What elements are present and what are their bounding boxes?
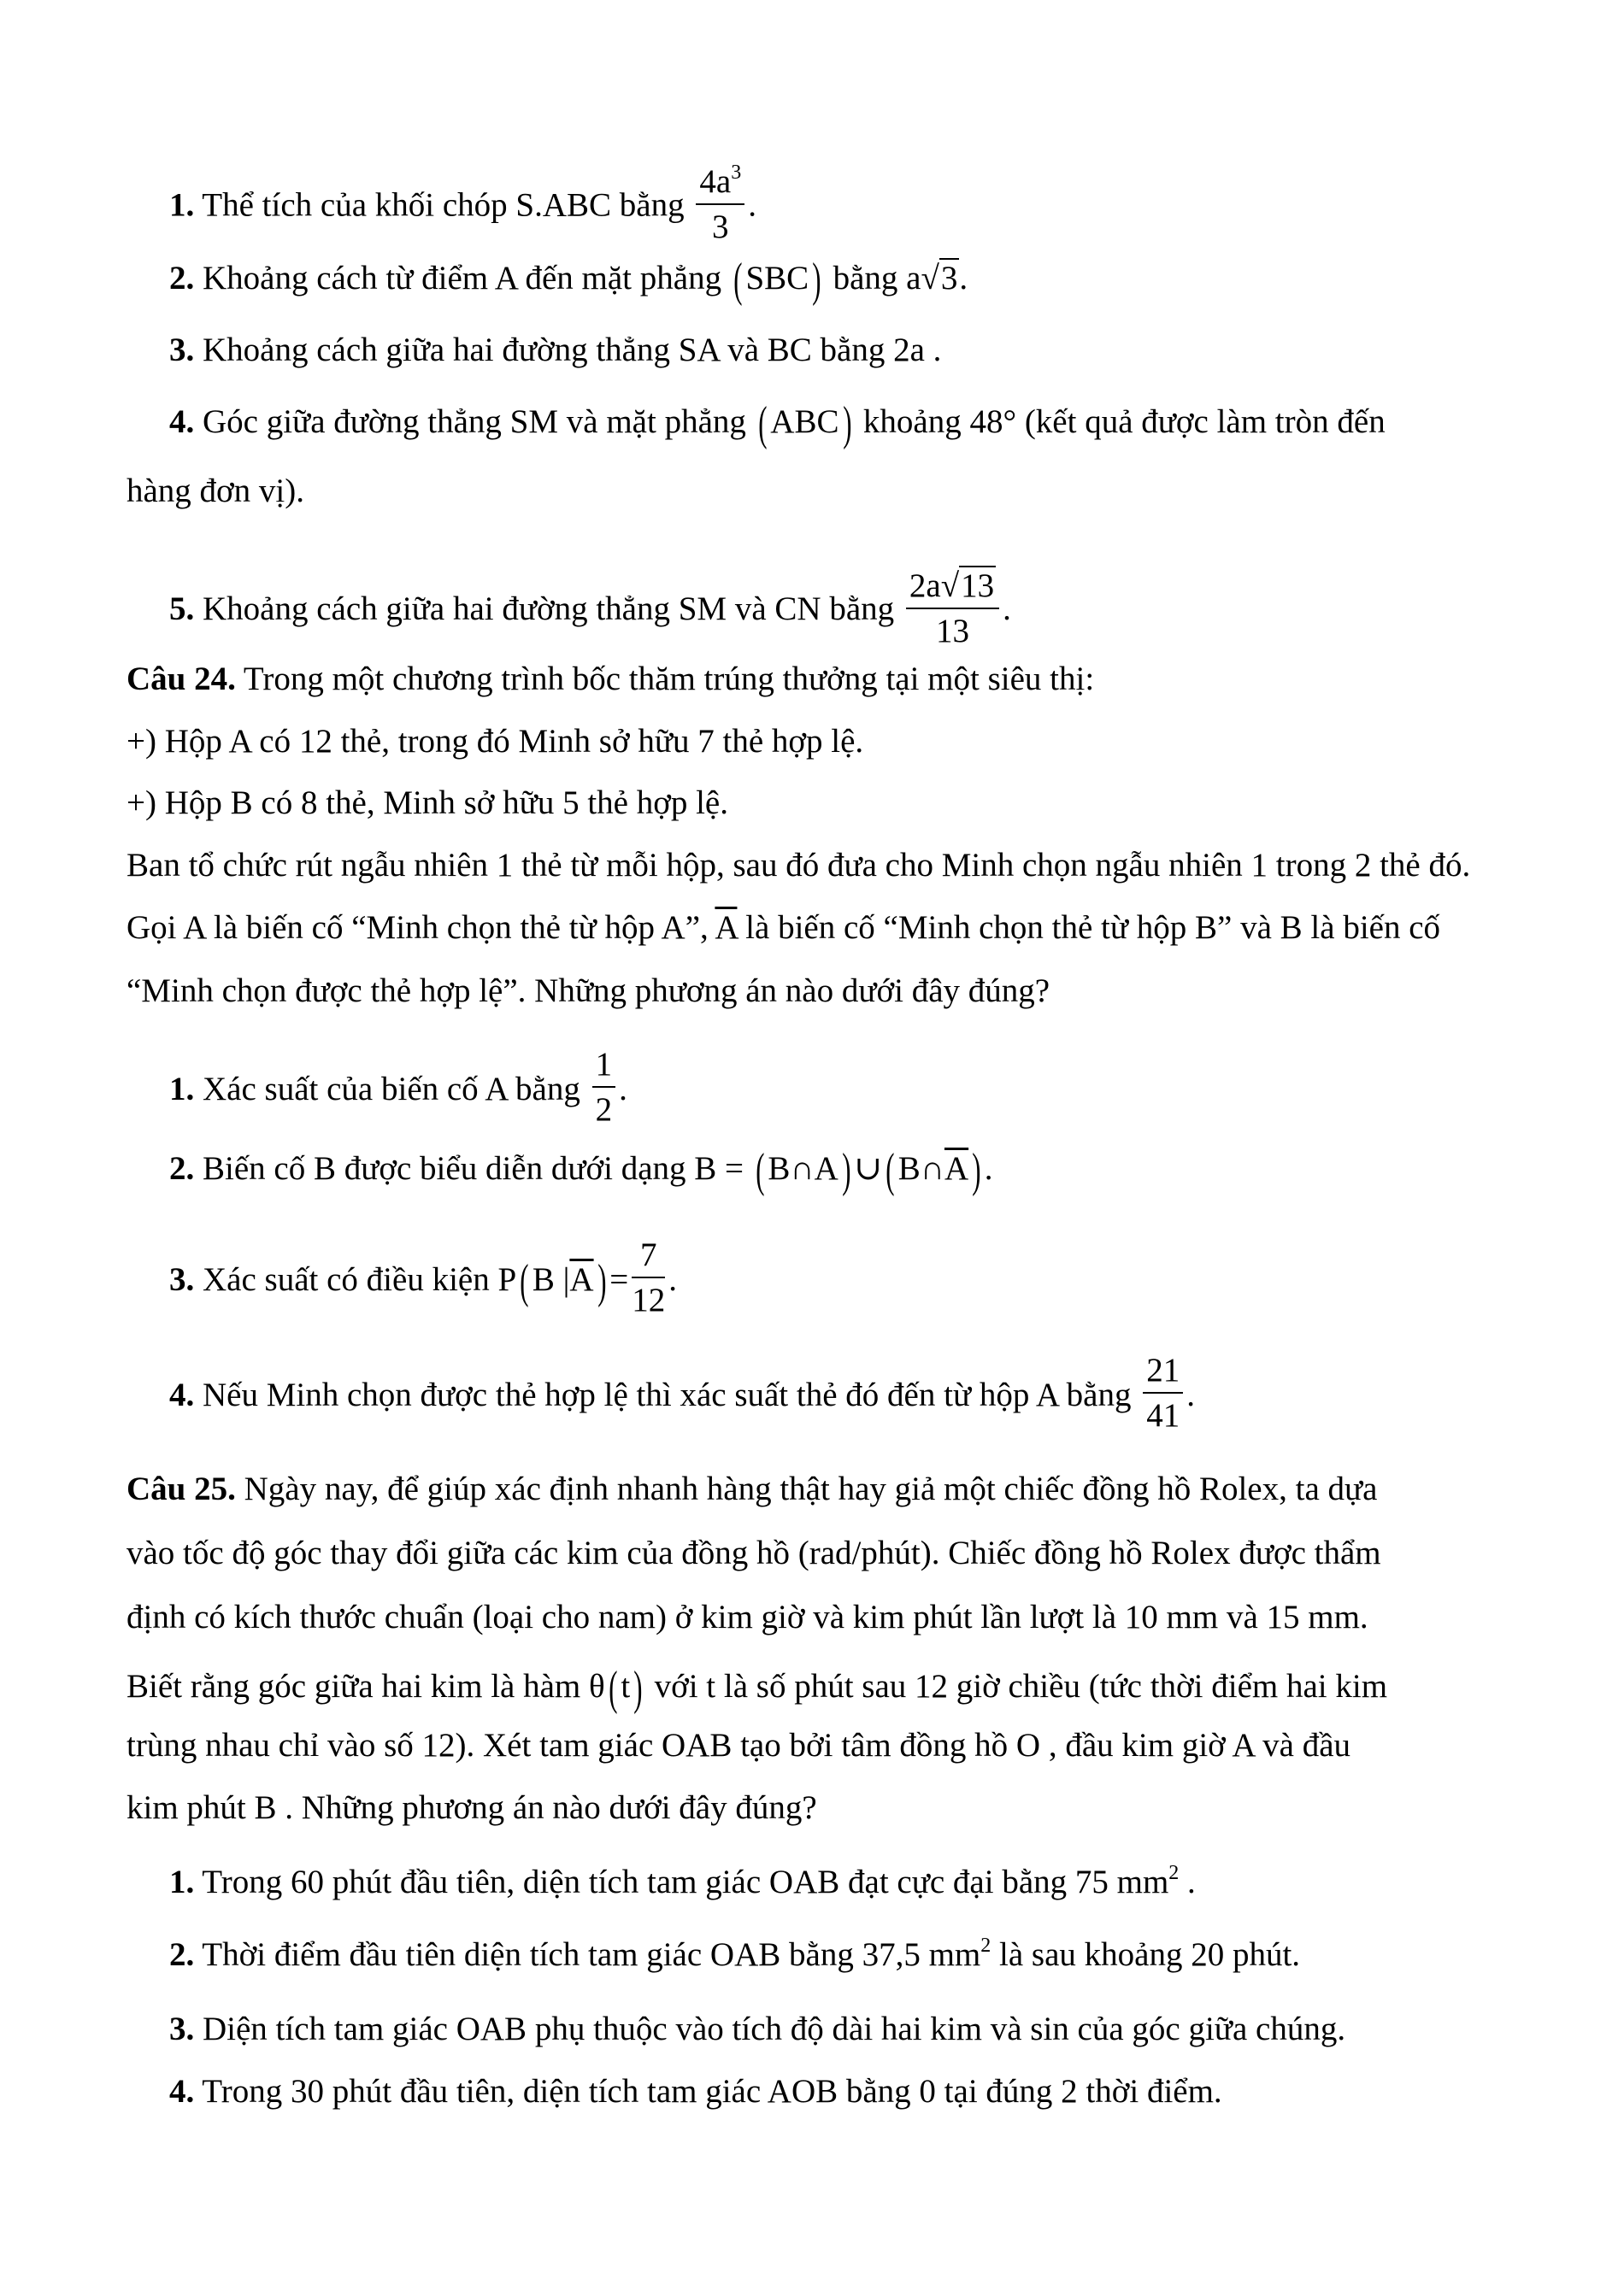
frac-denominator: 3	[712, 208, 729, 245]
item-text: Biến cố B được biểu diễn dưới dạng	[203, 1150, 686, 1187]
paren-close: )	[597, 1254, 607, 1308]
intersection: B∩A	[768, 1150, 838, 1187]
equals: =	[609, 1260, 629, 1298]
item-text: Góc giữa đường thẳng SM và mặt phẳng	[203, 403, 746, 440]
plane-name: SBC	[745, 260, 809, 297]
item-text: Xác suất của biến cố A bằng	[203, 1070, 580, 1107]
frac-denominator: 2	[595, 1091, 613, 1128]
item-number: 3.	[169, 332, 195, 368]
punct: .	[1003, 590, 1011, 627]
radicand: 13	[961, 567, 995, 604]
paren-close: )	[842, 397, 851, 450]
formula: P	[497, 1260, 517, 1298]
q23-item-3	[169, 333, 941, 367]
punct: .	[668, 1260, 677, 1298]
q25-line-6: kim phút B . Những phương án nào dưới đây đúng?	[127, 1789, 817, 1826]
frac-numerator: 1	[592, 1048, 616, 1088]
paren-close: )	[812, 254, 821, 307]
q24-item-2	[169, 1144, 993, 1197]
item-number: 3.	[169, 1260, 195, 1298]
item-number: 1.	[169, 1864, 195, 1900]
item-text: Khoảng cách giữa hai đường thẳng SA và BC bằng 2a .	[203, 332, 942, 368]
paren-open: (	[757, 397, 768, 450]
q24-paragraph-3: “Minh chọn được thẻ hợp lệ”. Những phương án nào dưới đây đúng?	[127, 972, 1050, 1009]
square-root: √3	[921, 260, 958, 297]
text: với t là số phút sau 12 giờ chiều (tức thời điểm hai kim	[654, 1668, 1388, 1705]
punct: .	[1179, 1864, 1196, 1900]
frac-denominator: 13	[936, 613, 970, 649]
question-text: Ngày nay, để giúp xác định nhanh hàng thật hay giả một chiếc đồng hồ Rolex, ta dựa	[244, 1471, 1378, 1507]
paren-close: )	[841, 1144, 851, 1197]
q25-item-3	[169, 2012, 1345, 2046]
complement-event: $\overline{A}$	[944, 1150, 969, 1187]
paren-open: (	[520, 1254, 529, 1308]
question-text: Trong một chương trình bốc thăm trúng thưởng tại một siêu thị:	[243, 661, 1095, 697]
frac-numerator: 4a	[699, 163, 732, 200]
q24-intro	[127, 662, 1094, 696]
fraction	[696, 162, 744, 244]
text: là biến cố “Minh chọn thẻ từ hộp B” và B là biến cố	[745, 909, 1441, 946]
q25-line-2: vào tốc độ góc thay đổi giữa các kim của đồng hồ (rad/phút). Chiếc đồng hồ Rolex được thẩm	[127, 1535, 1381, 1571]
exponent: 3	[731, 161, 742, 184]
item-text-cont: khoảng 48° (kết quả được làm tròn đến	[862, 403, 1386, 440]
text: Gọi A là biến cố “Minh chọn thẻ từ hộp A”,	[127, 909, 709, 946]
paren-close: )	[972, 1144, 981, 1197]
item-text: Nếu Minh chọn được thẻ hợp lệ thì xác suất thẻ đó đến từ hộp A bằng	[203, 1376, 1132, 1413]
radicand: 3	[940, 260, 958, 297]
item-number: 4.	[169, 2073, 195, 2110]
item-number: 4.	[169, 403, 195, 440]
item-text: Thể tích của khối chóp S.ABC bằng	[202, 186, 685, 224]
punct: .	[984, 1150, 993, 1187]
q24-paragraph-2	[127, 911, 1440, 944]
item-text: Khoảng cách từ điểm A đến mặt phẳng	[203, 260, 722, 297]
item-text: Khoảng cách giữa hai đường thẳng SM và CN bằng	[203, 590, 895, 627]
fraction	[632, 1238, 665, 1317]
punct: .	[1186, 1376, 1195, 1413]
frac-denominator: 41	[1146, 1397, 1180, 1434]
punct: .	[959, 260, 968, 297]
paren-open: (	[886, 1144, 895, 1197]
q24-box-b: +) Hộp B có 8 thẻ, Minh sở hữu 5 thẻ hợp lệ.	[127, 784, 728, 821]
conditional: B |	[532, 1260, 570, 1298]
q24-item-4	[169, 1352, 1195, 1437]
q23-item-1	[169, 161, 756, 249]
item-text: Trong 60 phút đầu tiên, diện tích tam giác OAB đạt cực đại bằng 75 mm	[202, 1864, 1169, 1900]
square-root: √13	[940, 567, 995, 604]
intersection: B∩	[897, 1150, 944, 1187]
complement-event: $\overline{A}$	[569, 1260, 594, 1298]
item-number: 2.	[169, 260, 195, 297]
item-text: Thời điểm đầu tiên diện tích tam giác OAB bằng 37,5 mm	[202, 1936, 981, 1973]
q25-item-2	[169, 1935, 1300, 1971]
question-label: Câu 25.	[127, 1471, 236, 1507]
item-number: 3.	[169, 2011, 195, 2047]
q25-line-3: định có kích thước chuẩn (loại cho nam) ở kim giờ và kim phút lần lượt là 10 mm và 15 mm.	[127, 1599, 1368, 1635]
punct: .	[619, 1070, 627, 1107]
paren-close: )	[633, 1662, 643, 1715]
item-text-cont: là sau khoảng 20 phút.	[991, 1936, 1301, 1973]
q24-item-1	[169, 1046, 627, 1131]
question-label: Câu 24.	[127, 661, 236, 697]
q25-line-5: trùng nhau chỉ vào số 12). Xét tam giác OAB tạo bởi tâm đồng hồ O , đầu kim giờ A và đầu	[127, 1727, 1351, 1764]
q24-paragraph-1: Ban tổ chức rút ngẫu nhiên 1 thẻ từ mỗi hộp, sau đó đưa cho Minh chọn ngẫu nhiên 1 trong 2 thẻ đó.	[127, 847, 1471, 884]
fraction	[906, 566, 999, 648]
formula: B =	[694, 1150, 744, 1187]
item-text: Xác suất có điều kiện	[203, 1260, 490, 1298]
item-number: 1.	[169, 1070, 195, 1107]
complement-event: $\overline{A}$	[715, 909, 738, 946]
q23-item-5	[169, 567, 1011, 653]
q25-line-4	[127, 1662, 1388, 1715]
paren-open: (	[733, 254, 743, 307]
item-number: 4.	[169, 1376, 195, 1413]
item-number: 2.	[169, 1150, 195, 1187]
frac-numerator: 7	[632, 1238, 665, 1278]
q23-item-2	[169, 254, 968, 307]
paren-open: (	[755, 1144, 765, 1197]
frac-numerator: 2a	[909, 567, 941, 604]
fraction	[1143, 1354, 1183, 1432]
q23-item-4	[169, 397, 1386, 450]
exponent: 2	[1168, 1862, 1180, 1884]
item-number: 5.	[169, 590, 195, 627]
plane-name: ABC	[770, 403, 839, 440]
frac-numerator: 21	[1143, 1354, 1183, 1394]
item-text-cont: bằng a	[833, 260, 921, 297]
item-number: 2.	[169, 1936, 195, 1973]
q25-line-1	[127, 1472, 1377, 1506]
punct: .	[748, 186, 756, 224]
paren-open: (	[608, 1662, 618, 1715]
q25-item-1	[169, 1863, 1196, 1899]
exponent: 2	[980, 1935, 991, 1957]
q25-item-4	[169, 2075, 1222, 2108]
item-text: Trong 30 phút đầu tiên, diện tích tam giác AOB bằng 0 tại đúng 2 thời điểm.	[202, 2073, 1222, 2110]
frac-denominator: 12	[632, 1282, 666, 1318]
item-number: 1.	[169, 186, 195, 224]
variable: t	[621, 1668, 631, 1705]
q23-item-4-continuation: hàng đơn vị).	[127, 473, 305, 509]
fraction	[592, 1048, 616, 1126]
q24-box-a: +) Hộp A có 12 thẻ, trong đó Minh sở hữu 7 thẻ hợp lệ.	[127, 723, 864, 760]
q24-item-3	[169, 1236, 677, 1322]
text: Biết rằng góc giữa hai kim là hàm θ	[127, 1668, 605, 1705]
union-symbol: ∪	[854, 1150, 883, 1187]
item-text: Diện tích tam giác OAB phụ thuộc vào tích độ dài hai kim và sin của góc giữa chúng.	[203, 2011, 1346, 2047]
